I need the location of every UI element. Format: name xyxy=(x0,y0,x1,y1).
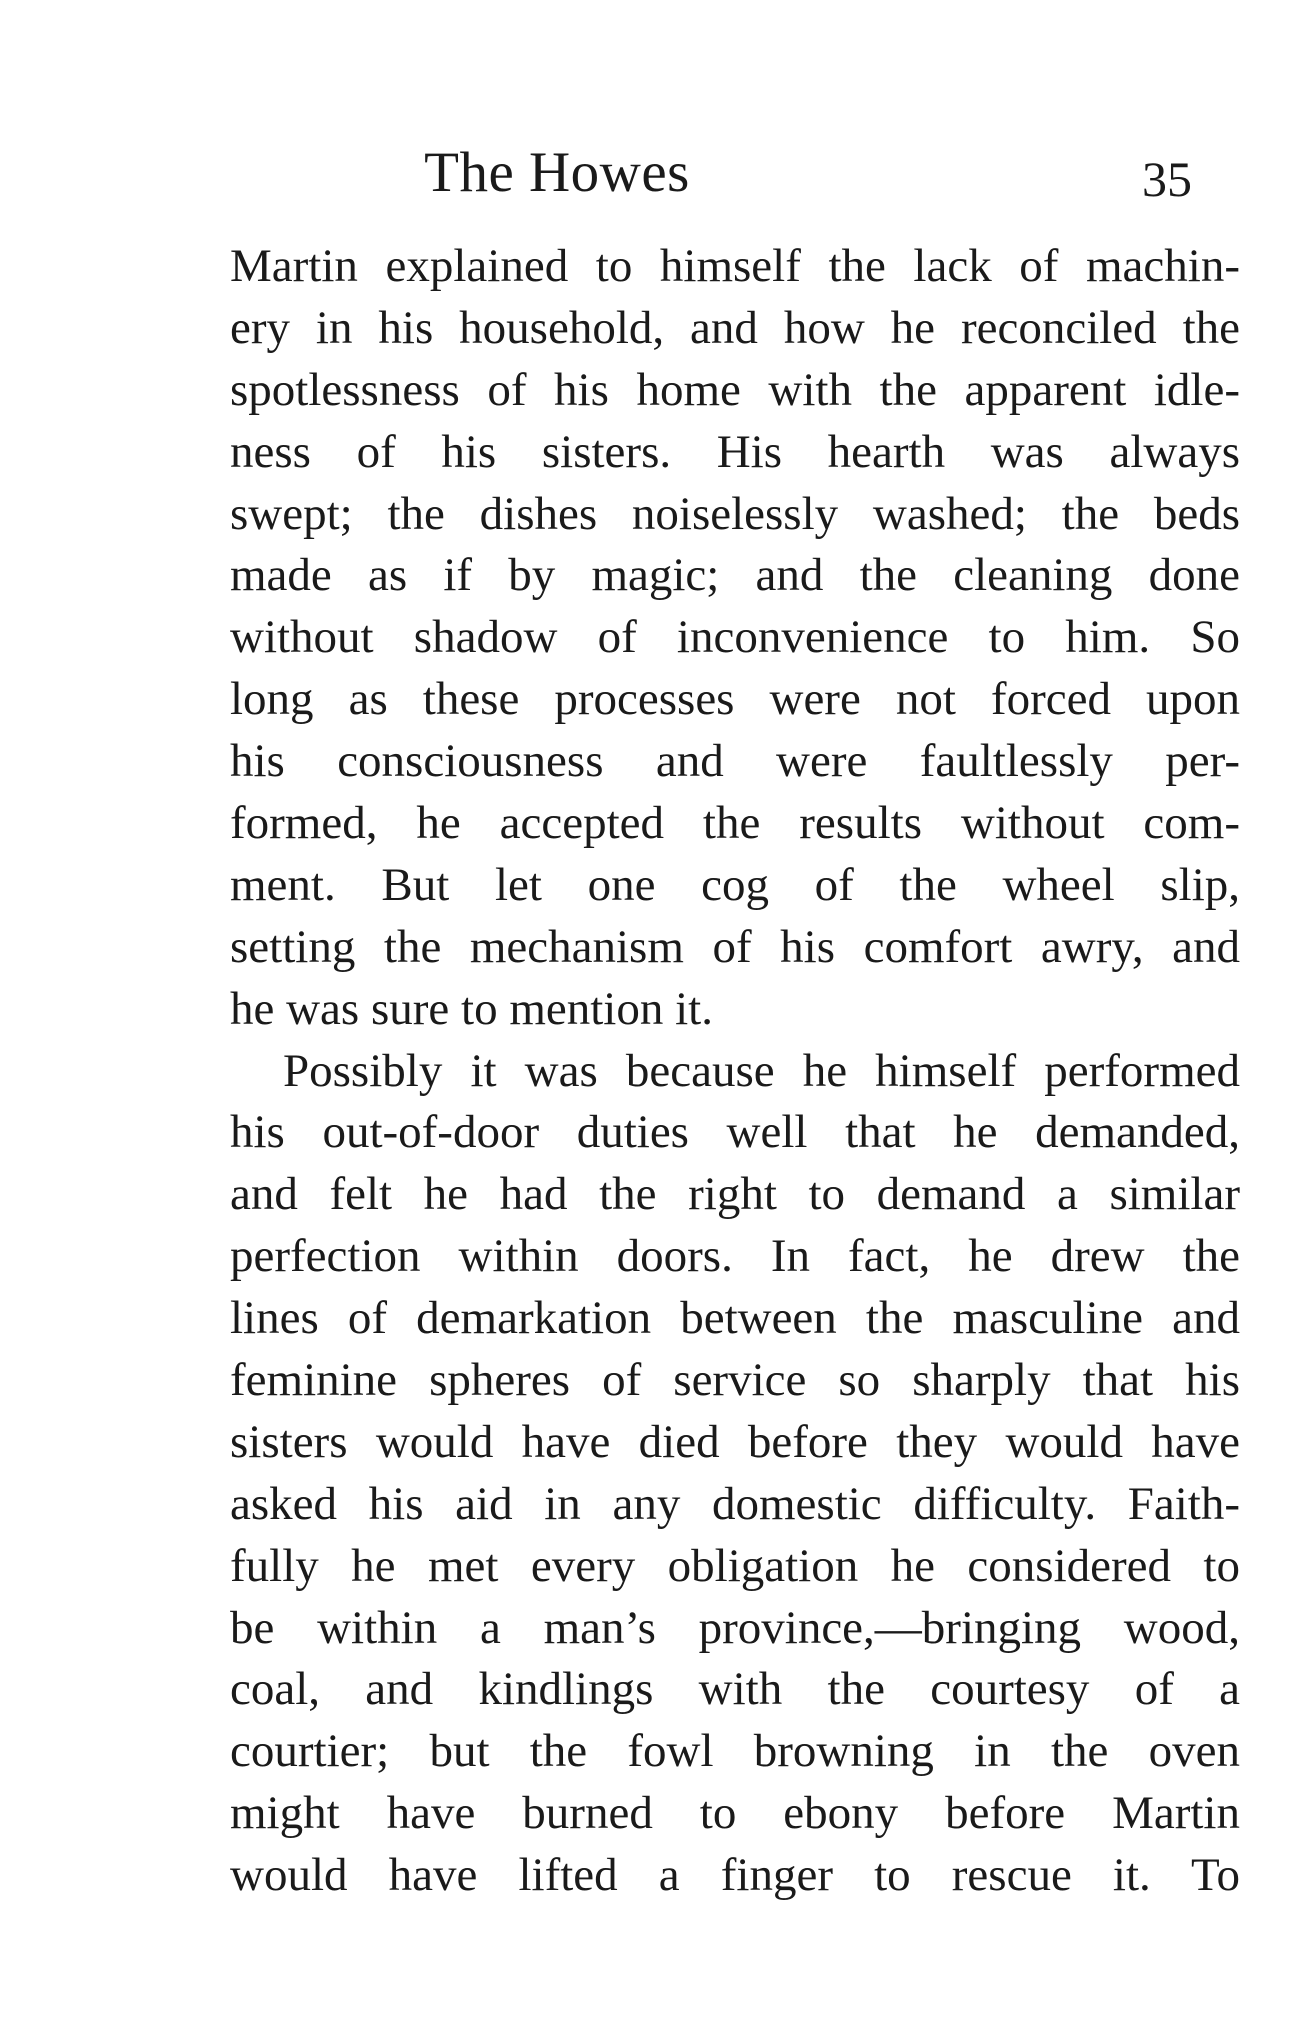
text-line: sisters would have died before they would have xyxy=(230,1415,1240,1468)
text-line: setting the mechanism of his comfort awry, and xyxy=(230,920,1240,973)
text-line: without shadow of inconvenience to him. So xyxy=(230,611,1240,664)
text-line: made as if by magic; and the cleaning done xyxy=(230,549,1240,602)
text-line: ness of his sisters. His hearth was always xyxy=(230,425,1240,478)
text-line: he was sure to mention it. xyxy=(230,982,713,1035)
text-line: Martin explained to himself the lack of machin- xyxy=(230,240,1240,292)
text-line: fully he met every obligation he considered to xyxy=(230,1539,1240,1592)
text-line: lines of demarkation between the masculine and xyxy=(230,1292,1240,1345)
text-line: swept; the dishes noiselessly washed; the beds xyxy=(230,487,1240,540)
text-line: might have burned to ebony before Martin xyxy=(230,1787,1240,1840)
text-line: be within a man’s province,—bringing wood, xyxy=(230,1601,1240,1654)
text-line: long as these processes were not forced upon xyxy=(230,673,1240,726)
text-line: ment. But let one cog of the wheel slip, xyxy=(230,858,1240,911)
text-line: would have lifted a finger to rescue it. To xyxy=(230,1849,1240,1902)
page-number: 35 xyxy=(1142,151,1192,207)
paragraph-1 xyxy=(230,236,1240,1041)
text-line: formed, he accepted the results without com- xyxy=(230,797,1240,850)
text-line: courtier; but the fowl browning in the oven xyxy=(230,1725,1240,1778)
text-line: Possibly it was because he himself performed xyxy=(283,1044,1240,1097)
body-text xyxy=(230,236,1240,1907)
text-line: his consciousness and were faultlessly per- xyxy=(230,735,1240,788)
paragraph-2 xyxy=(230,1041,1240,1907)
running-title: The Howes xyxy=(424,141,690,204)
text-line: ery in his household, and how he reconciled the xyxy=(230,301,1240,354)
text-line: feminine spheres of service so sharply that his xyxy=(230,1354,1240,1407)
text-line: coal, and kindlings with the courtesy of a xyxy=(230,1663,1240,1716)
running-header xyxy=(232,138,1297,208)
text-line: spotlessness of his home with the apparent idle- xyxy=(230,363,1240,416)
text-line: his out-of-door duties well that he demanded, xyxy=(230,1106,1240,1159)
text-line: perfection within doors. In fact, he drew the xyxy=(230,1230,1240,1283)
text-line: asked his aid in any domestic difficulty. Faith- xyxy=(230,1477,1240,1530)
text-line: and felt he had the right to demand a similar xyxy=(230,1168,1240,1221)
